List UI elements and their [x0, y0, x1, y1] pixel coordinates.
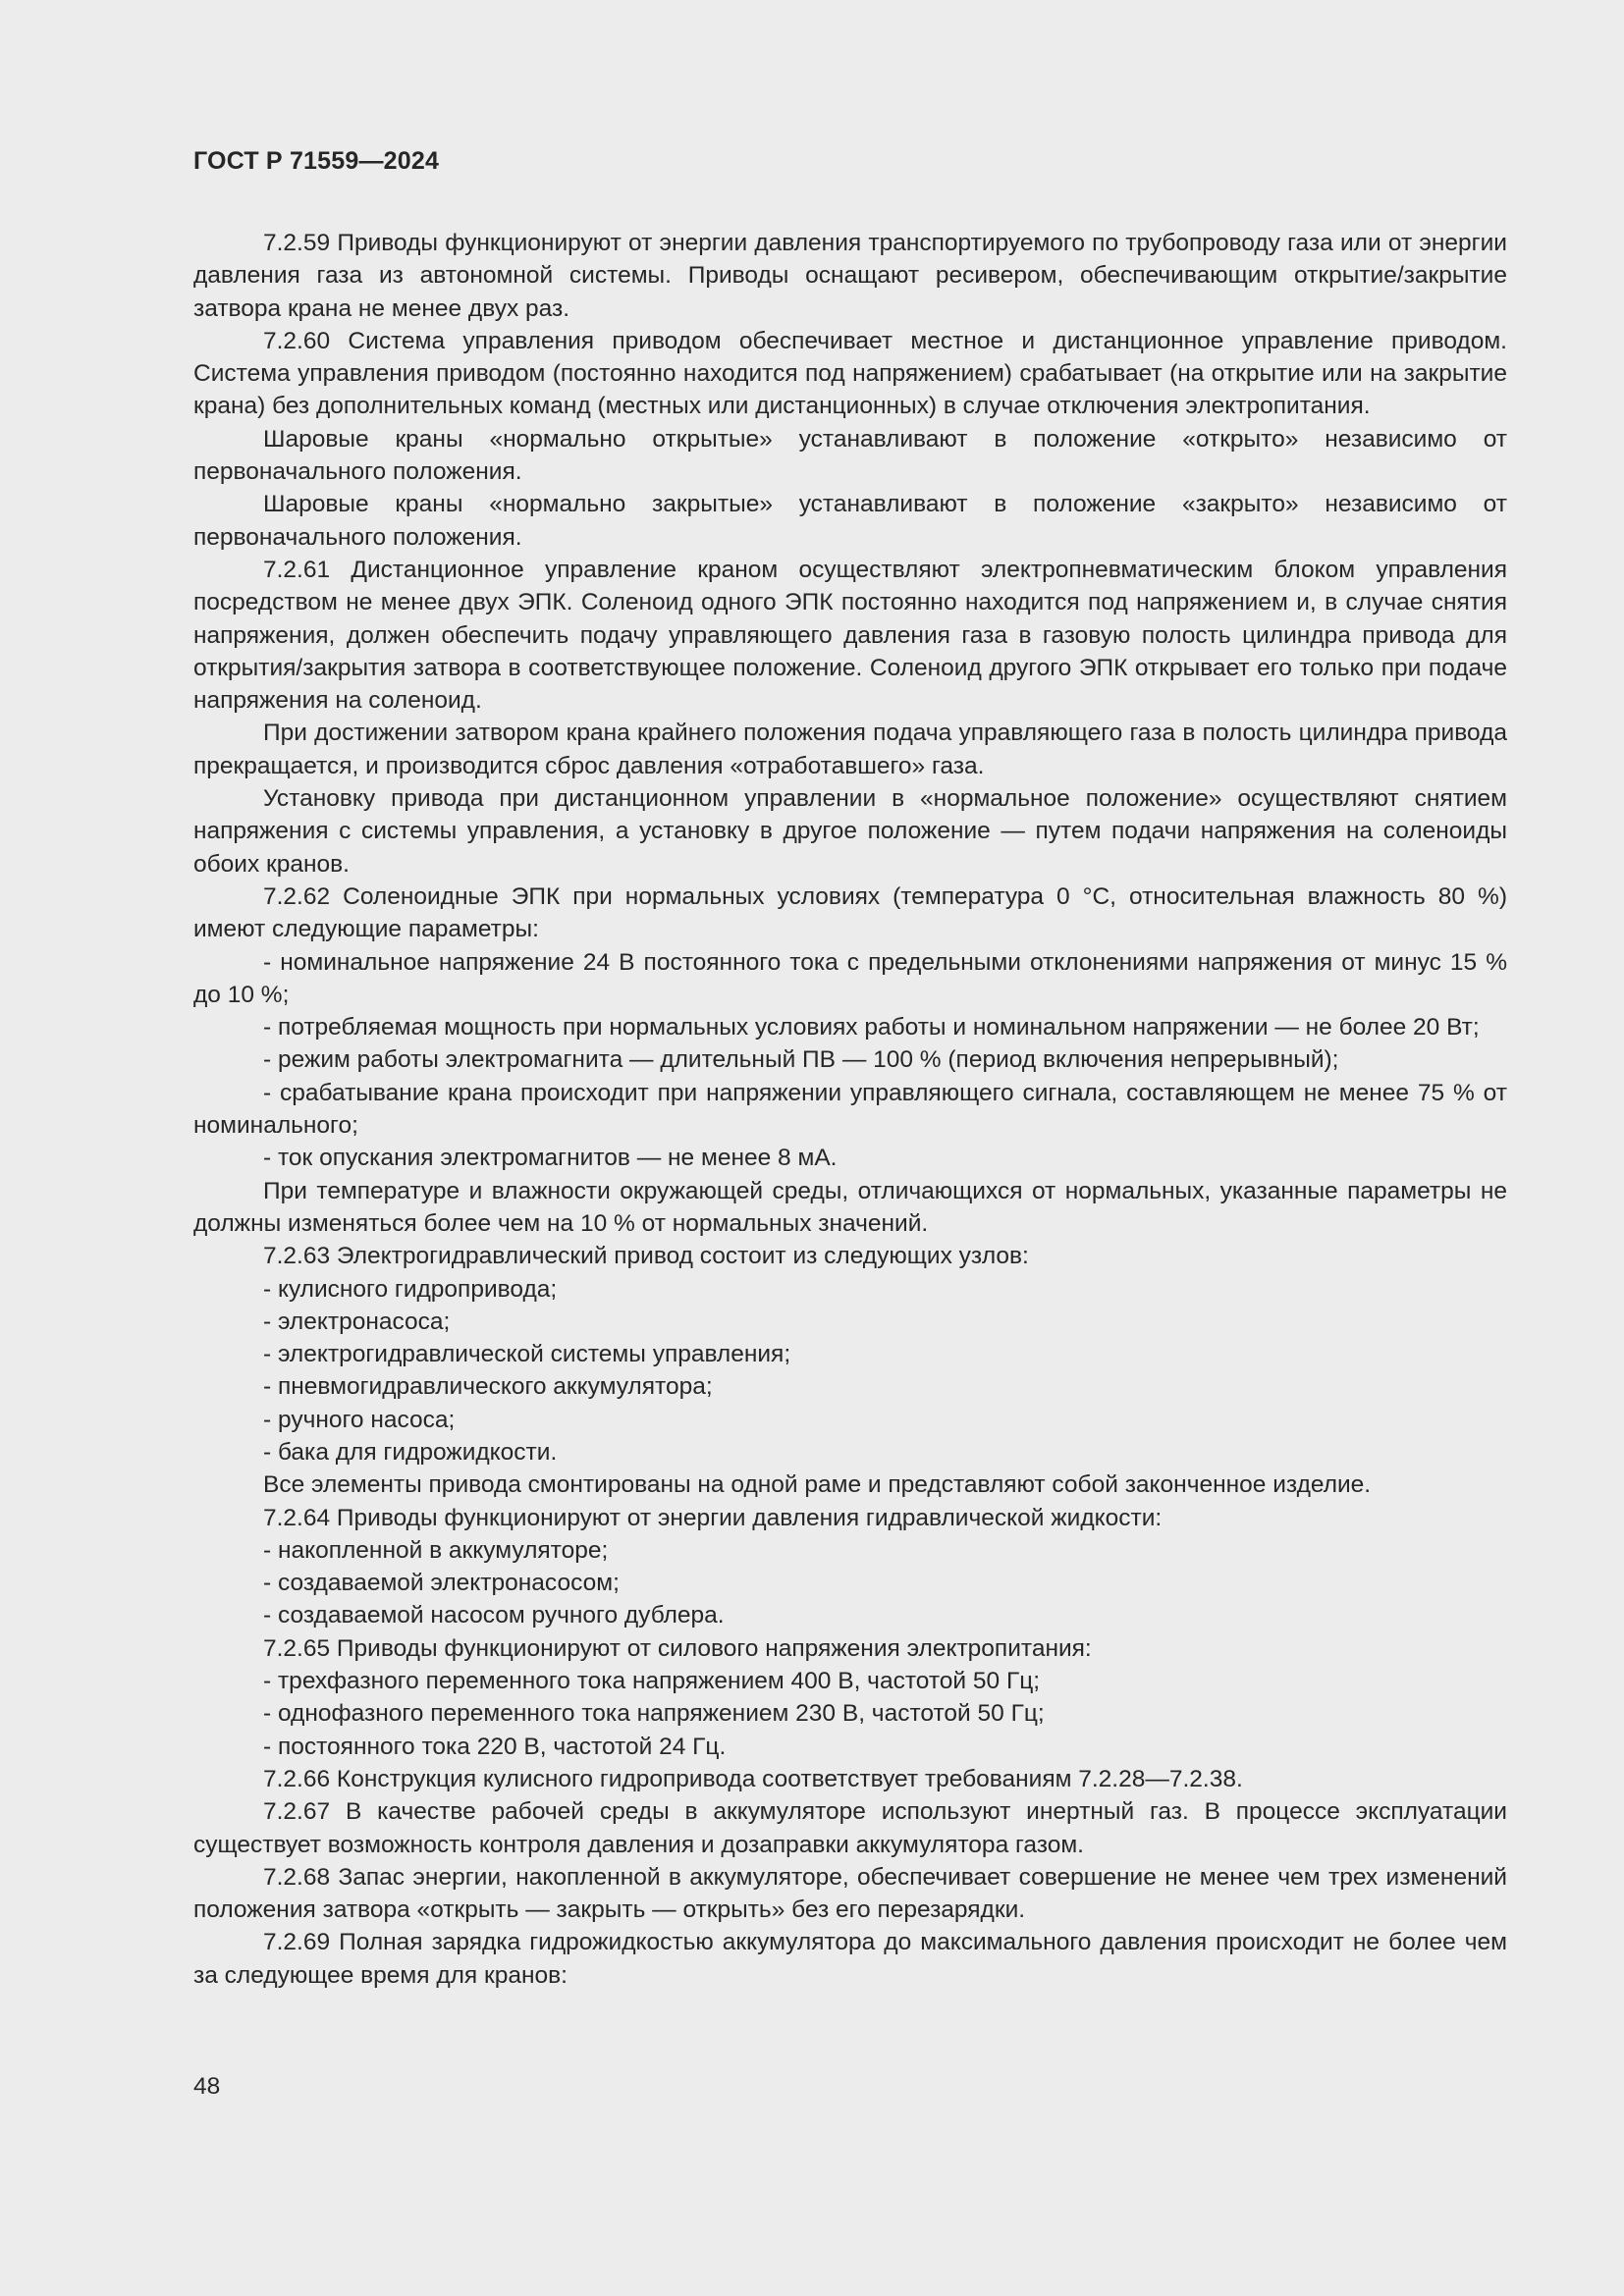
list-item: - электронасоса;: [263, 1308, 451, 1335]
paragraph: 7.2.63 Электрогидравлический привод состоит из следующих узлов:: [263, 1243, 1029, 1270]
paragraph: Шаровые краны «нормально закрытые» устанавливают в положение «закрыто» независимо от первоначального положения.: [193, 491, 1507, 551]
paragraph: 7.2.64 Приводы функционируют от энергии давления гидравлической жидкости:: [263, 1504, 1163, 1531]
paragraph: 7.2.66 Конструкция кулисного гидропривода соответствует требованиям 7.2.28—7.2.38.: [263, 1765, 1243, 1792]
list-item: - режим работы электромагнита — длительный ПВ — 100 % (период включения непрерывный);: [263, 1046, 1339, 1074]
paragraph: 7.2.65 Приводы функционируют от силового напряжения электропитания:: [263, 1634, 1092, 1662]
paragraph: При достижении затвором крана крайнего положения подача управляющего газа в полость цилиндра привода прекращается, и производится сброс давления «отработавшего» газа.: [193, 720, 1507, 779]
paragraph: 7.2.59 Приводы функционируют от энергии давления транспортируемого по трубопроводу газа или от энергии давления газа из автономной системы. Приводы оснащают ресивером, обеспечивающим открытие/закрытие затвора крана не менее двух раз.: [193, 230, 1507, 322]
list-item: - срабатывание крана происходит при напряжении управляющего сигнала, составляющем не менее 75 % от номинального;: [193, 1079, 1507, 1140]
paragraph: Шаровые краны «нормально открытые» устанавливают в положение «открыто» независимо от первоначального положения.: [193, 425, 1507, 486]
document-body: [193, 227, 1507, 1992]
list-item: - номинальное напряжение 24 В постоянного тока с предельными отклонениями напряжения от минус 15 % до 10 %;: [193, 948, 1507, 1008]
list-item: - ток опускания электромагнитов — не менее 8 мА.: [263, 1145, 838, 1172]
paragraph: 7.2.68 Запас энергии, накопленной в аккумуляторе, обеспечивает совершение не менее чем трех изменений положения затвора «открыть — закрыть — открыть» без его перезарядки.: [193, 1863, 1507, 1924]
list-item: - ручного насоса;: [263, 1406, 456, 1433]
paragraph: Установку привода при дистанционном управлении в «нормальное положение» осуществляют снятием напряжения с системы управления, а установку в другое положение — путем подачи напряжения на соленоиды обоих кранов.: [193, 785, 1507, 878]
list-item: - накопленной в аккумуляторе;: [263, 1536, 609, 1564]
paragraph: 7.2.67 В качестве рабочей среды в аккумуляторе используют инертный газ. В процессе эксплуатации существует возможность контроля давления и дозаправки аккумулятора газом.: [193, 1798, 1507, 1858]
list-item: - постоянного тока 220 В, частотой 24 Гц.: [263, 1733, 727, 1760]
paragraph: 7.2.69 Полная зарядка гидрожидкостью аккумулятора до максимального давления происходит не более чем за следующее время для кранов:: [193, 1929, 1507, 1989]
document-header: ГОСТ Р 71559—2024: [193, 147, 440, 175]
page-number: 48: [193, 2073, 221, 2100]
paragraph: Все элементы привода смонтированы на одной раме и представляют собой законченное изделие.: [263, 1471, 1372, 1499]
list-item: - кулисного гидропривода;: [263, 1275, 558, 1303]
list-item: - создаваемой насосом ручного дублера.: [263, 1602, 725, 1629]
list-item: - трехфазного переменного тока напряжением 400 В, частотой 50 Гц;: [263, 1668, 1041, 1695]
paragraph: 7.2.62 Соленоидные ЭПК при нормальных условиях (температура 0 °С, относительная влажность 80 %) имеют следующие параметры:: [193, 882, 1507, 943]
list-item: - пневмогидравлического аккумулятора;: [263, 1373, 713, 1401]
list-item: - однофазного переменного тока напряжением 230 В, частотой 50 Гц;: [263, 1700, 1045, 1728]
paragraph: При температуре и влажности окружающей среды, отличающихся от нормальных, указанные параметры не должны изменяться более чем на 10 % от нормальных значений.: [193, 1177, 1507, 1237]
list-item: - электрогидравлической системы управления;: [263, 1341, 791, 1368]
list-item: - бака для гидрожидкости.: [263, 1438, 558, 1466]
list-item: - потребляемая мощность при нормальных условиях работы и номинальном напряжении — не более 20 Вт;: [263, 1014, 1480, 1041]
list-item: - создаваемой электронасосом;: [263, 1570, 620, 1597]
paragraph: 7.2.60 Система управления приводом обеспечивает местное и дистанционное управление приводом. Система управления приводом (постоянно находится под напряжением) срабатывает (на открытие или на закрытие крана) без дополнительных команд (местных или дистанционных) в случае отключения электропитания.: [193, 327, 1507, 420]
paragraph: 7.2.61 Дистанционное управление краном осуществляют электропневматическим блоком управления посредством не менее двух ЭПК. Соленоид одного ЭПК постоянно находится под напряжением и, в случае снятия напряжения, должен обеспечить подачу управляющего давления газа в газовую полость цилиндра привода для открытия/закрытия затвора в соответствующее положение. Соленоид другого ЭПК открывает его только при подаче напряжения на соленоид.: [193, 556, 1507, 715]
